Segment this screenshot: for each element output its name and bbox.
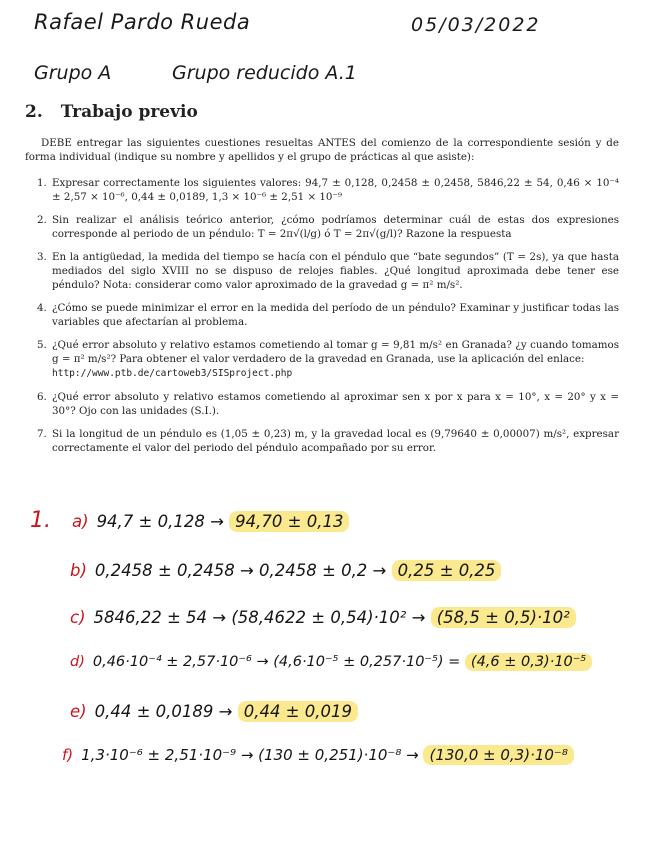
section-heading: [25, 102, 198, 122]
answer-number: 1.: [30, 508, 51, 533]
section-title: Trabajo previo: [60, 102, 198, 122]
section-number: 2.: [25, 102, 43, 122]
answer-b: b) 0,2458 ± 0,2458 → 0,2458 ± 0,2 → 0,25 ± 0,25: [70, 561, 501, 580]
highlighted-result: 94,70 ± 0,13: [229, 511, 349, 532]
answer-c: c) 5846,22 ± 54 → (58,4622 ± 0,54)·10² → (58,5 ± 0,5)·10²: [70, 608, 576, 627]
question-item: 6. ¿Qué error absoluto y relativo estamos cometiendo al aproximar sen x por x para x = 10°, x = 20° y x = 30°? Ojo con las unidades (S.I.).: [37, 391, 619, 417]
highlighted-result: (58,5 ± 0,5)·10²: [431, 607, 576, 628]
answer-a: a) 94,7 ± 0,128 → 94,70 ± 0,13: [72, 512, 349, 531]
question-list: [25, 176, 619, 464]
question-item: 1. Expresar correctamente los siguientes valores: 94,7 ± 0,128, 0,2458 ± 0,2458, 5846,22 ± 54, 0,46 × 10⁻⁴ ± 2,57 × 10⁻⁶, 0,44 ± 0,0189, 1,3 × 10⁻⁶ ± 2,51 × 10⁻⁹: [37, 177, 619, 203]
question-item: 4. ¿Cómo se puede minimizar el error en la medida del período de un péndulo? Examinar y justificar todas las variables que afectarían al problema.: [37, 302, 619, 328]
highlighted-result: 0,44 ± 0,019: [238, 701, 358, 722]
highlighted-result: 0,25 ± 0,25: [392, 560, 502, 581]
ptb-link[interactable]: http://www.ptb.de/cartoweb3/SISproject.php: [52, 368, 293, 379]
highlighted-result: (130,0 ± 0,3)·10⁻⁸: [423, 745, 573, 765]
date: 05/03/2022: [411, 14, 541, 36]
intro-paragraph: DEBE entregar las siguientes cuestiones resueltas ANTES del comienzo de la correspondiente sesión y de forma individual (indique su nombre y apellidos y el grupo de prácticas al que asiste):: [25, 137, 619, 163]
answer-f: f) 1,3·10⁻⁶ ± 2,51·10⁻⁹ → (130 ± 0,251)·10⁻⁸ → (130,0 ± 0,3)·10⁻⁸: [62, 746, 574, 764]
answer-e: e) 0,44 ± 0,0189 → 0,44 ± 0,019: [70, 702, 358, 721]
group: Grupo A: [34, 62, 112, 84]
subgroup: Grupo reducido A.1: [172, 62, 357, 84]
question-item: 5. ¿Qué error absoluto y relativo estamos cometiendo al tomar g = 9,81 m/s² en Granada? ¿y cuando tomamos g = π² m/s²? Para obtener el valor verdadero de la gravedad en Granada, use la aplicación del enlace: http://www.ptb.de/cartoweb3/SISproject.php: [37, 339, 619, 379]
answer-d: d) 0,46·10⁻⁴ ± 2,57·10⁻⁶ → (4,6·10⁻⁵ ± 0,257·10⁻⁵) = (4,6 ± 0,3)·10⁻⁵: [70, 654, 592, 670]
question-item: 2. Sin realizar el análisis teórico anterior, ¿cómo podríamos determinar cuál de estas dos expresiones corresponde al periodo de un péndulo: T = 2π√(l/g) ó T = 2π√(g/l)? Razone la respuesta: [37, 214, 619, 240]
question-item: 7. Si la longitud de un péndulo es (1,05 ± 0,23) m, y la gravedad local es (9,79640 ± 0,00007) m/s², expresar correctamente el valor del periodo del péndulo acompañado por su error.: [37, 428, 619, 454]
highlighted-result: (4,6 ± 0,3)·10⁻⁵: [465, 653, 592, 671]
question-item: 3. En la antigüedad, la medida del tiempo se hacía con el péndulo que “bate segundos” (T = 2s), ya que hasta mediados del siglo XVIII no se dispuso de relojes fiables. ¿Qué longitud aproximada debe tener ese péndulo? Nota: considerar como valor aproximado de la gravedad g = π² m/s².: [37, 251, 619, 291]
student-name: Rafael Pardo Rueda: [34, 10, 251, 34]
